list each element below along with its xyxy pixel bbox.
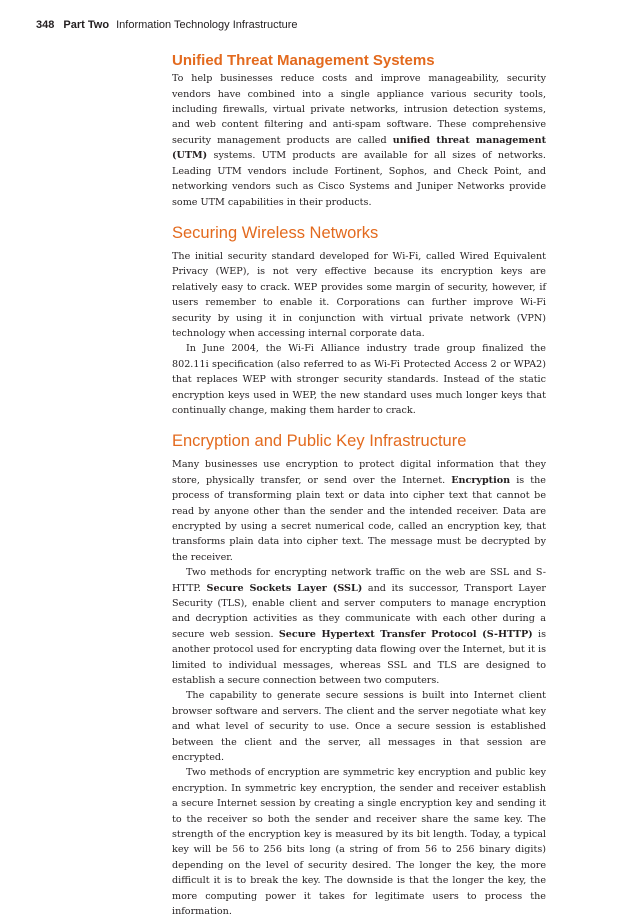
part-label: Part Two	[63, 19, 110, 31]
paragraph: The capability to generate secure sessions is built into Internet client browser software and servers. The client and the server negotiate what key and what level of security to use. Once a secure session is established between the client and the server, all messages in that session are encrypted.	[172, 690, 546, 764]
section-wireless	[172, 224, 546, 418]
section-heading-utm: Unified Threat Management Systems	[172, 52, 435, 69]
running-title: Information Technology Infrastructure	[116, 19, 298, 31]
page-body	[172, 52, 546, 920]
running-head	[36, 19, 298, 31]
section-heading-encryption: Encryption and Public Key Infrastructure	[172, 432, 467, 451]
key-term: Secure Sockets Layer (SSL)	[206, 582, 363, 594]
key-term: Encryption	[451, 474, 511, 486]
paragraph: Many businesses use encryption to protect digital information that they store, physically transfer, or send over the Internet. Encryption is the process of transforming plain text or data into cipher text that cannot be read by anyone other than the sender and the intended receiver. Data are encrypted by using a secret numerical code, called an encryption key, that transforms plain data into cipher text. The message must be decrypted by the receiver.	[172, 459, 546, 563]
key-term: Secure Hypertext Transfer Protocol (S-HTTP)	[278, 628, 533, 640]
page-number: 348	[36, 19, 55, 31]
paragraph: Two methods of encryption are symmetric key encryption and public key encryption. In symmetric key encryption, the sender and receiver establish a secure Internet session by creating a single encryption key and sending it to the receiver so both the sender and receiver share the same key. The strength of the encryption key is measured by its bit length. Today, a typical key will be 56 to 256 bits long (a string of from 56 to 256 binary digits) depending on the level of security desired. The longer the key, the more difficult it is to break the key. The downside is that the longer the key, the more computing power it takes for legitimate users to process the information.	[172, 767, 546, 918]
paragraph: In June 2004, the Wi-Fi Alliance industry trade group finalized the 802.11i specification (also referred to as Wi-Fi Protected Access 2 or WPA2) that replaces WEP with stronger security standards. Instead of the static encryption keys used in WEP, the new standard uses much longer keys that continually change, making them harder to crack.	[172, 343, 546, 416]
section-heading-wireless: Securing Wireless Networks	[172, 223, 379, 242]
paragraph: The initial security standard developed for Wi-Fi, called Wired Equivalent Privacy (WEP), is not very effective because its encryption keys are relatively easy to crack. WEP provides some margin of security, however, if users remember to enable it. Corporations can further improve Wi-Fi security by using it in conjunction with virtual private network (VPN) technology when accessing internal corporate data.	[172, 250, 546, 339]
paragraph: Two methods for encrypting network traffic on the web are SSL and S-HTTP. Secure Sockets Layer (SSL) and its successor, Transport Layer Security (TLS), enable client and server computers to manage encryption and decryption activities as they communicate with each other during a secure web session. Secure Hypertext Transfer Protocol (S-HTTP) is another protocol used for encrypting data flowing over the Internet, but it is limited to individual messages, whereas SSL and TLS are designed to establish a secure connection between two computers.	[172, 567, 547, 686]
paragraph: To help businesses reduce costs and improve manageability, security vendors have combined into a single appliance various security tools, including firewalls, virtual private networks, intrusion detection systems, and web content filtering and anti-spam software. These comprehensive security management products are called unified threat management (UTM) systems. UTM products are available for all sizes of networks. Leading UTM vendors include Fortinent, Sophos, and Check Point, and networking vendors such as Cisco Systems and Juniper Networks provide some UTM capabilities in their products.	[172, 73, 546, 208]
section-encryption	[172, 432, 546, 919]
section-utm	[172, 52, 546, 210]
key-term: unified threat management (UTM)	[172, 134, 546, 162]
